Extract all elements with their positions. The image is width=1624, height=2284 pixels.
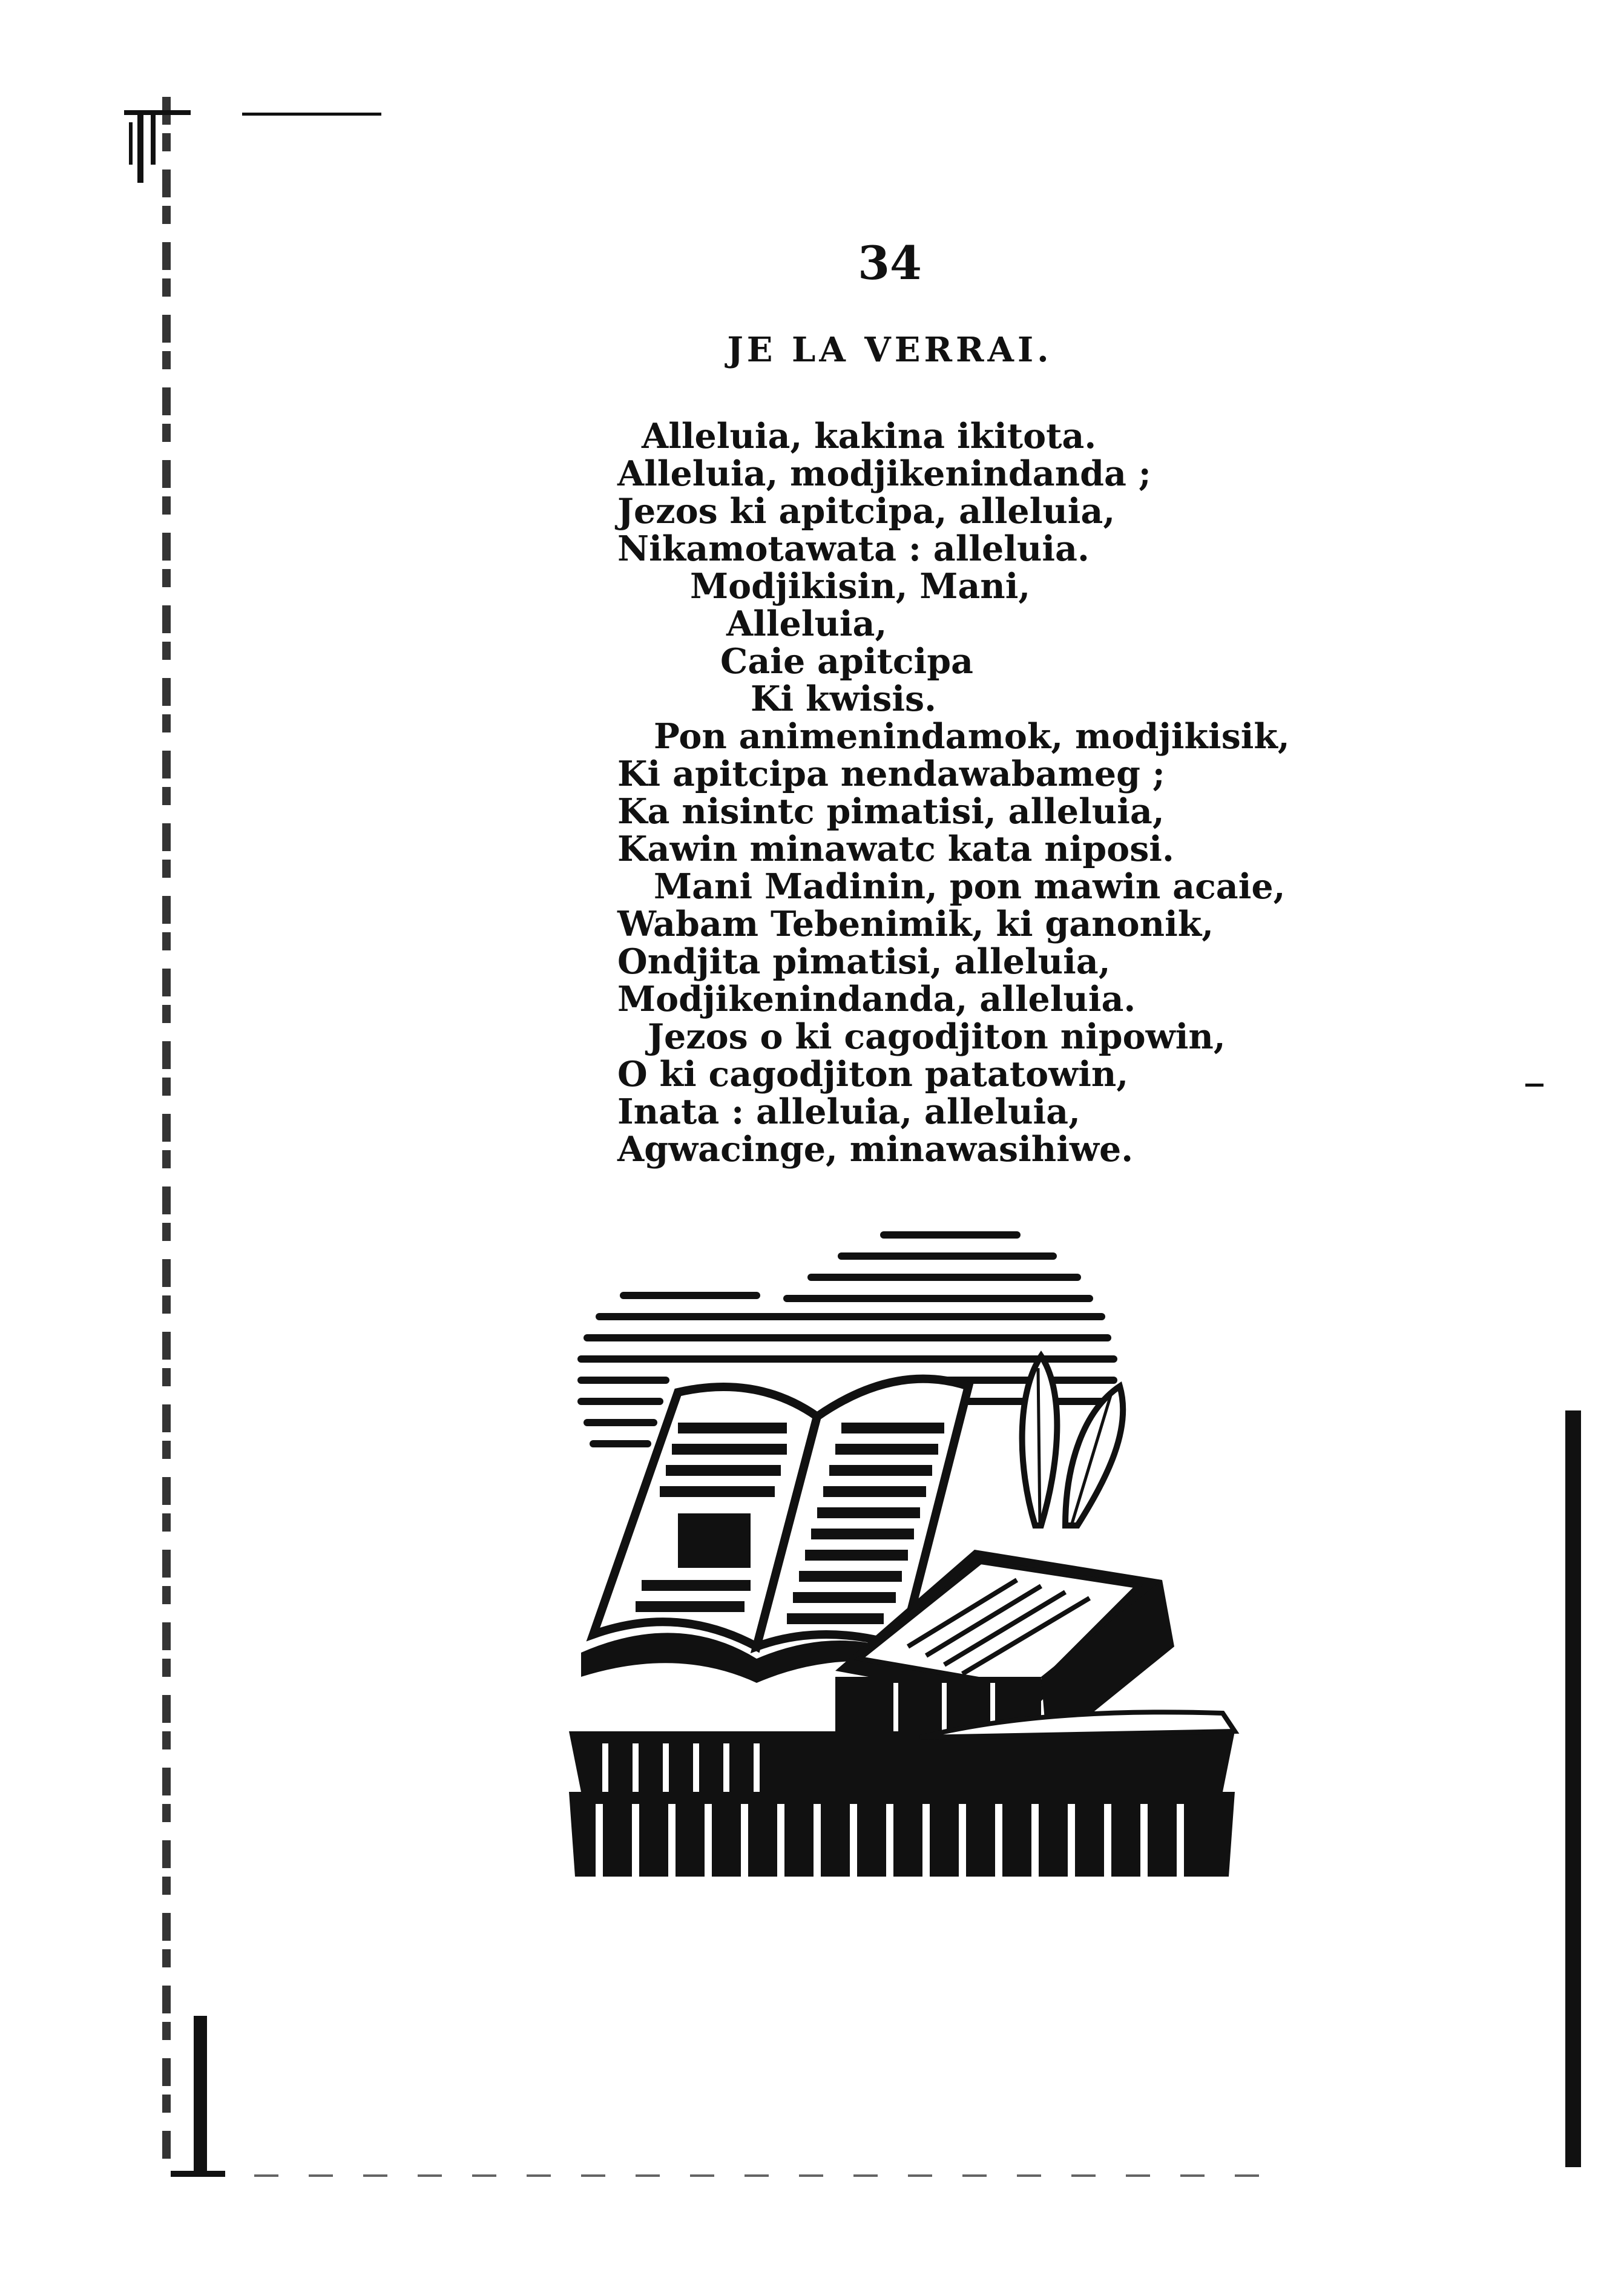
scan-footer-dashes xyxy=(254,2174,1271,2177)
poem-line: Caie apitcipa xyxy=(720,641,973,682)
poem-line: Wabam Tebenimik, ki ganonik, xyxy=(617,904,1214,944)
poem-line: Modjikisin, Mani, xyxy=(690,566,1031,607)
scan-right-mark xyxy=(1525,1084,1543,1087)
hymn-text xyxy=(611,418,1289,1168)
poem-line: Ka nisintc pimatisi, alleluia, xyxy=(617,791,1165,832)
poem-line: Mani Madinin, pon mawin acaie, xyxy=(654,866,1286,907)
poem-line: Ondjita pimatisi, alleluia, xyxy=(617,941,1111,982)
poem-line: Inata : alleluia, alleluia, xyxy=(617,1091,1080,1132)
poem-line: Alleluia, kakina ikitota. xyxy=(642,416,1097,456)
poem-line: Ki kwisis. xyxy=(751,679,936,719)
poem-line: Ki apitcipa nendawabameg ; xyxy=(617,754,1165,794)
scan-gutter-shadow xyxy=(194,2016,207,2173)
poem-line: Jezos ki apitcipa, alleluia, xyxy=(617,491,1116,532)
scan-top-dash xyxy=(242,113,381,116)
poem-line: Alleluia, modjikenindanda ; xyxy=(617,453,1151,494)
poem-line: Jezos o ki cagodjiton nipowin, xyxy=(648,1016,1226,1057)
poem-line: Agwacinge, minawasihiwe. xyxy=(617,1129,1134,1170)
open-book-quills-woodcut-icon xyxy=(557,1211,1259,1889)
scan-corner-mark-icon xyxy=(124,110,191,183)
poem-line: Alleluia, xyxy=(726,604,887,644)
scan-gutter-foot xyxy=(171,2171,225,2177)
scan-right-edge-bar xyxy=(1565,1410,1581,2167)
poem-line: Pon animenindamok, modjikisik, xyxy=(654,716,1290,757)
poem-line: O ki cagodjiton patatowin, xyxy=(617,1054,1129,1094)
poem-line: Nikamotawata : alleluia. xyxy=(617,528,1090,569)
scan-gutter-edge xyxy=(162,97,171,2167)
poem-line: Modjikenindanda, alleluia. xyxy=(617,979,1136,1019)
poem-line: Kawin minawatc kata niposi. xyxy=(617,829,1174,869)
page-number: 34 xyxy=(858,236,922,290)
hymn-title: JE LA VERRAI. xyxy=(727,330,1053,370)
